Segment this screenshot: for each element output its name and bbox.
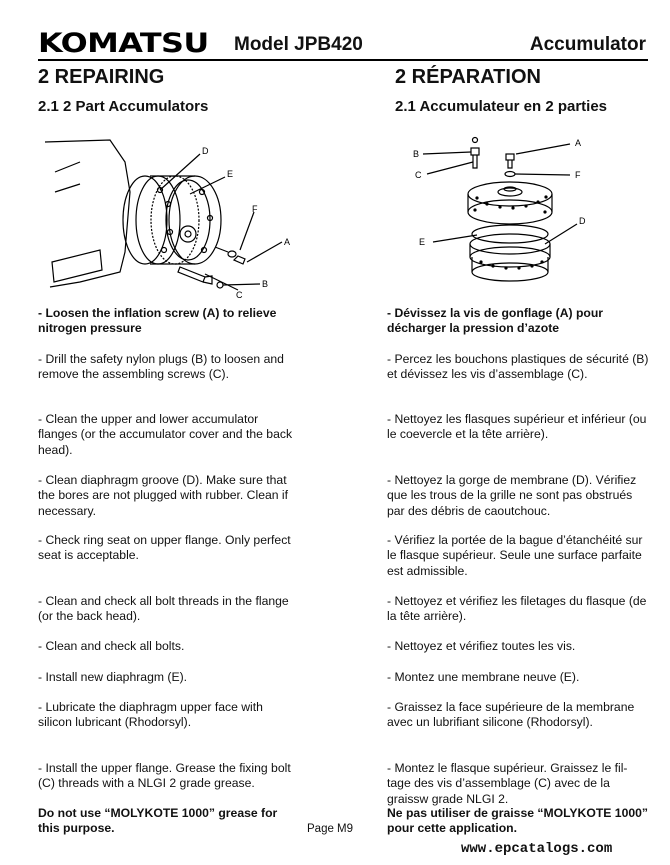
right-step-7: - Nettoyez et vérifiez toutes les vis. bbox=[387, 639, 576, 653]
left-step-6: - Clean and check all bolt threads in the flange (or the back head). bbox=[38, 594, 289, 624]
heading-left: 2 REPAIRING bbox=[38, 66, 165, 88]
fig-right-label-d: D bbox=[579, 216, 586, 226]
right-step-3: - Nettoyez les flasques supérieur et inférieur (ou le coevercle et la tête arrière). bbox=[387, 412, 647, 442]
left-warning: Do not use “MOLYKOTE 1000” grease for this purpose. bbox=[38, 806, 278, 836]
subheading-right: 2.1 Accumulateur en 2 parties bbox=[395, 98, 608, 115]
subheading-left: 2.1 2 Part Accumulators bbox=[38, 98, 209, 115]
left-step-3: - Clean the upper and lower accumulator flanges (or the accumulator cover and the back head). bbox=[38, 412, 293, 457]
fig-left-label-e: E bbox=[227, 169, 234, 179]
fig-right-label-e: E bbox=[419, 237, 426, 247]
komatsu-logo: KOMATSU bbox=[38, 28, 209, 59]
section-title: Accumulator bbox=[529, 34, 646, 55]
right-step-9: - Graissez la face supérieure de la membrane avec un lubrifiant silicone (Rhodorsyl). bbox=[387, 700, 635, 730]
fig-right-label-f: F bbox=[575, 170, 581, 180]
left-step-1: - Loosen the inflation screw (A) to relieve nitrogen pressure bbox=[38, 306, 277, 336]
model-title: Model JPB420 bbox=[234, 34, 363, 55]
left-step-7: - Clean and check all bolts. bbox=[38, 639, 185, 653]
left-step-10: - Install the upper flange. Grease the fixing bolt (C) threads with a NLGI 2 grade grease. bbox=[38, 761, 291, 791]
fig-right-label-b: B bbox=[413, 149, 420, 159]
right-step-8: - Montez une membrane neuve (E). bbox=[387, 670, 580, 684]
right-step-1: - Dévissez la vis de gonflage (A) pour décharger la pression d’azote bbox=[387, 306, 604, 336]
fig-left-label-d: D bbox=[202, 146, 209, 156]
heading-right: 2 RÉPARATION bbox=[395, 66, 541, 88]
right-warning: Ne pas utiliser de graisse “MOLYKOTE 1000” pour cette application. bbox=[387, 806, 649, 836]
left-step-5: - Check ring seat on upper flange. Only perfect seat is acceptable. bbox=[38, 533, 291, 563]
left-step-8: - Install new diaphragm (E). bbox=[38, 670, 188, 684]
fig-left-label-b: B bbox=[262, 279, 269, 289]
header-rule bbox=[38, 59, 648, 61]
fig-left-label-a: A bbox=[284, 237, 291, 247]
right-step-6: - Nettoyez et vérifiez les filetages du flasque (de la tête arrière). bbox=[387, 594, 647, 624]
left-step-2: - Drill the safety nylon plugs (B) to loosen and remove the assembling screws (C). bbox=[38, 352, 284, 382]
left-step-4: - Clean diaphragm groove (D). Make sure that the bores are not plugged with rubber. Clean if necessary. bbox=[38, 473, 289, 518]
right-step-4: - Nettoyez la gorge de membrane (D). Vérifiez que les trous de la grille ne sont pas obstrués par des débris de caoutchouc. bbox=[387, 473, 637, 518]
right-step-5: - Vérifiez la portée de la bague d’étanchéité sur le flasque supérieur. Seule une surface parfaite est admissible. bbox=[387, 533, 643, 578]
right-step-10: - Montez le flasque supérieur. Graissez le fil-tage des vis d’assemblage (C) avec de la graissw grade NLGI 2. bbox=[387, 761, 628, 806]
accumulator-side-figure bbox=[40, 132, 310, 302]
fig-right-label-a: A bbox=[575, 138, 582, 148]
right-step-2: - Percez les bouchons plastiques de sécurité (B) et dévissez les vis d’assemblage (C). bbox=[387, 352, 649, 382]
accumulator-exploded-figure bbox=[405, 132, 605, 302]
left-step-9: - Lubricate the diaphragm upper face with silicon lubricant (Rhodorsyl). bbox=[38, 700, 263, 730]
watermark: www.epcatalogs.com bbox=[461, 841, 613, 857]
fig-left-label-c: C bbox=[236, 290, 243, 300]
fig-right-label-c: C bbox=[415, 170, 422, 180]
fig-left-label-f: F bbox=[252, 204, 258, 214]
page-number: Page M9 bbox=[307, 823, 354, 835]
